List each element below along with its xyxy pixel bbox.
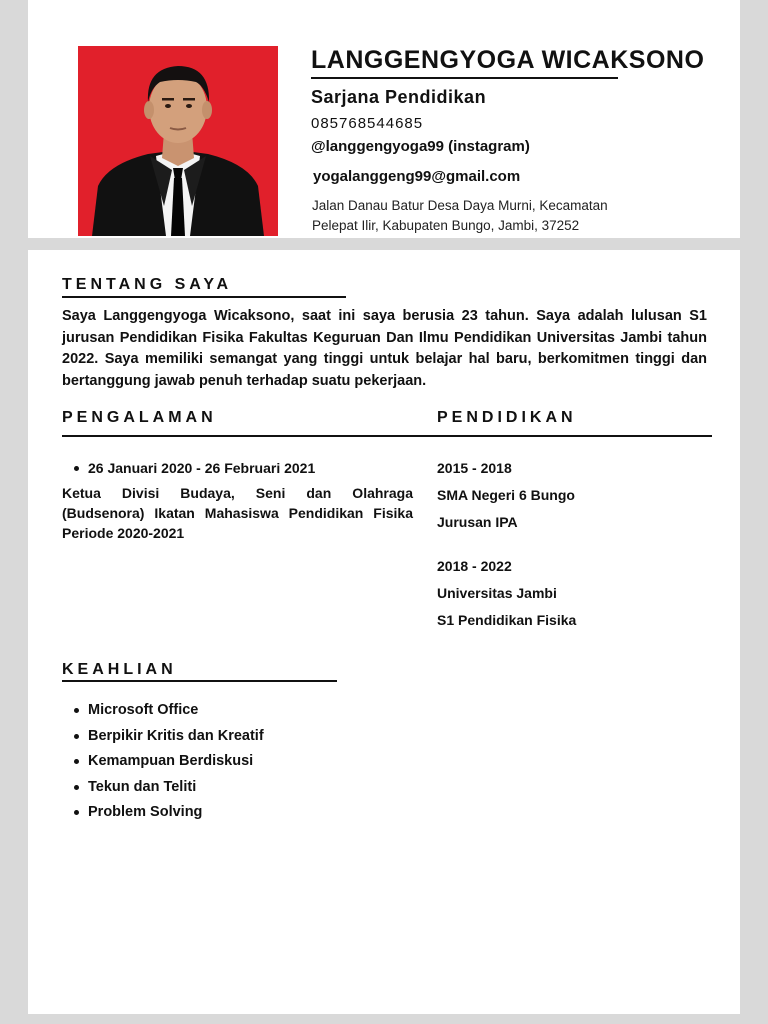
skill-item [62,802,264,828]
name-underline [311,77,618,79]
skill-item [62,700,264,726]
education-major: Jurusan IPA [437,514,518,530]
skill-item [62,726,264,752]
skill-label: Problem Solving [88,804,203,820]
address [312,196,642,236]
education-years: 2018 - 2022 [437,558,512,574]
bullet-icon [74,785,79,790]
skill-label: Tekun dan Teliti [88,778,197,795]
instagram-handle: @langgengyoga99 (instagram) [311,138,530,155]
skill-label: Microsoft Office [88,702,199,718]
about-rule [62,296,346,298]
bullet-icon [74,466,79,471]
phone-number: 085768544685 [311,115,424,132]
education-school: SMA Negeri 6 Bungo [437,487,575,503]
bullet-icon [74,708,79,713]
skill-item [62,751,264,777]
education-heading: PENDIDIKAN [437,409,577,426]
skill-label: Kemampuan Berdiskusi [88,753,254,769]
education-years: 2015 - 2018 [437,460,512,476]
profile-photo [78,46,278,236]
bullet-icon [74,759,79,764]
skills-rule [62,680,337,682]
experience-description: Ketua Divisi Budaya, Seni dan Olahraga (Budsenora) Ikatan Mahasiswa Pendidikan Fisika Periode 2020-2021 [62,485,413,541]
address-line-2: Pelepat Ilir, Kabupaten Bungo, Jambi, 37252 [312,218,580,233]
skill-item [62,777,264,803]
education-major: S1 Pendidikan Fisika [437,612,577,628]
email-address: yogalanggeng99@gmail.com [313,168,521,185]
address-line-1: Jalan Danau Batur Desa Daya Murni, Kecamatan [312,198,608,213]
about-heading: TENTANG SAYA [62,276,233,293]
about-text: Saya Langgengyoga Wicaksono, saat ini saya berusia 23 tahun. Saya adalah lulusan S1 jurusan Pendidikan Fisika Fakultas Keguruan Dan Ilmu Pendidikan Universitas Jambi tahun 2022. Saya memiliki semangat yang tinggi untuk belajar hal baru, berkomitmen tinggi dan bertanggung jawab penuh terhadap suatu pekerjaan. [62,308,707,389]
experience-heading: PENGALAMAN [62,409,217,426]
experience-date: 26 Januari 2020 - 26 Februari 2021 [88,460,316,476]
bullet-icon [74,810,79,815]
skill-label: Berpikir Kritis dan Kreatif [88,727,264,744]
bullet-icon [74,734,79,739]
full-name: LANGGENGYOGA WICAKSONO [311,46,705,74]
job-title: Sarjana Pendidikan [311,87,487,107]
skills-heading: KEAHLIAN [62,661,177,678]
skills-list [62,700,264,828]
experience-rule [62,435,437,437]
education-rule [437,435,712,437]
education-school: Universitas Jambi [437,585,557,601]
